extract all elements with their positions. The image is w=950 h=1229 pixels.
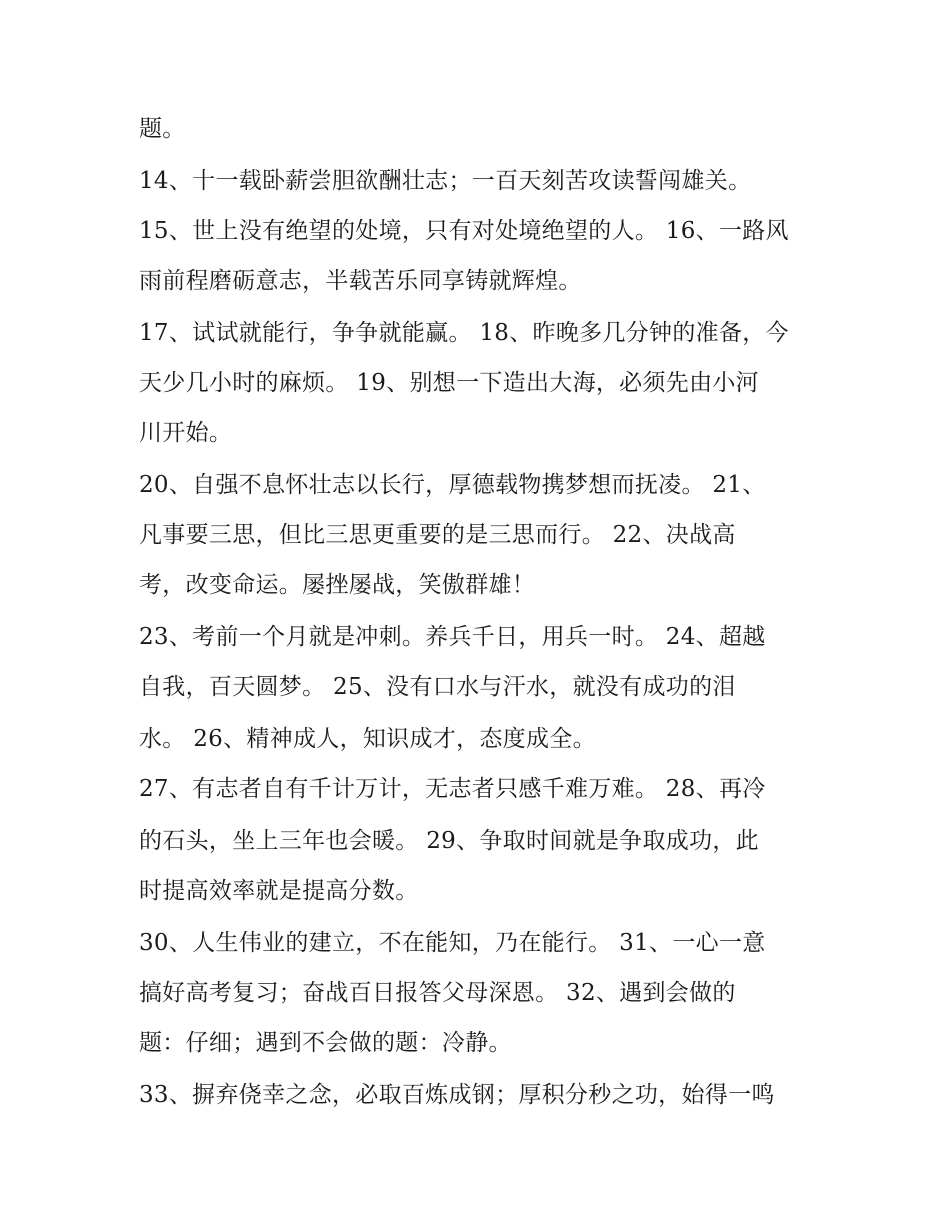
text-line: 搞好高考复习；奋战百日报答父母深恩。 32、遇到会做的 — [139, 980, 736, 1006]
text-line: 的石头，坐上三年也会暖。 29、争取时间就是争取成功，此 — [139, 828, 759, 854]
text-line: 14、十一载卧薪尝胆欲酬壮志；一百天刻苦攻读誓闯雄关。 — [139, 168, 752, 194]
text-line: 17、试试就能行，争争就能赢。 18、昨晚多几分钟的准备，今 — [139, 320, 789, 346]
text-line: 题。 — [139, 116, 186, 142]
text-line: 23、考前一个月就是冲刺。养兵千日，用兵一时。 24、超越 — [139, 624, 766, 650]
text-line: 考，改变命运。屡挫屡战，笑傲群雄！ — [139, 572, 536, 598]
text-line: 27、有志者自有千计万计，无志者只感千难万难。 28、再冷 — [139, 776, 766, 802]
text-line: 雨前程磨砺意志，半载苦乐同享铸就辉煌。 — [139, 268, 582, 294]
text-line: 时提高效率就是提高分数。 — [139, 878, 419, 904]
text-line: 题：仔细；遇到不会做的题：冷静。 — [139, 1030, 512, 1056]
text-line: 30、人生伟业的建立，不在能知，乃在能行。 31、一心一意 — [139, 930, 766, 956]
text-line: 水。 26、精神成人，知识成才，态度成全。 — [139, 726, 596, 752]
text-line: 20、自强不息怀壮志以长行，厚德载物携梦想而抚凌。 21、 — [139, 472, 766, 498]
text-line: 凡事要三思，但比三思更重要的是三思而行。 22、决战高 — [139, 522, 736, 548]
text-line: 天少几小时的麻烦。 19、别想一下造出大海，必须先由小河 — [139, 370, 759, 396]
text-line: 33、摒弃侥幸之念，必取百炼成钢；厚积分秒之功，始得一鸣 — [139, 1082, 775, 1108]
text-line: 川开始。 — [139, 420, 233, 446]
text-line: 15、世上没有绝望的处境，只有对处境绝望的人。 16、一路风 — [139, 218, 789, 244]
text-line: 自我，百天圆梦。 25、没有口水与汗水，就没有成功的泪 — [139, 674, 736, 700]
